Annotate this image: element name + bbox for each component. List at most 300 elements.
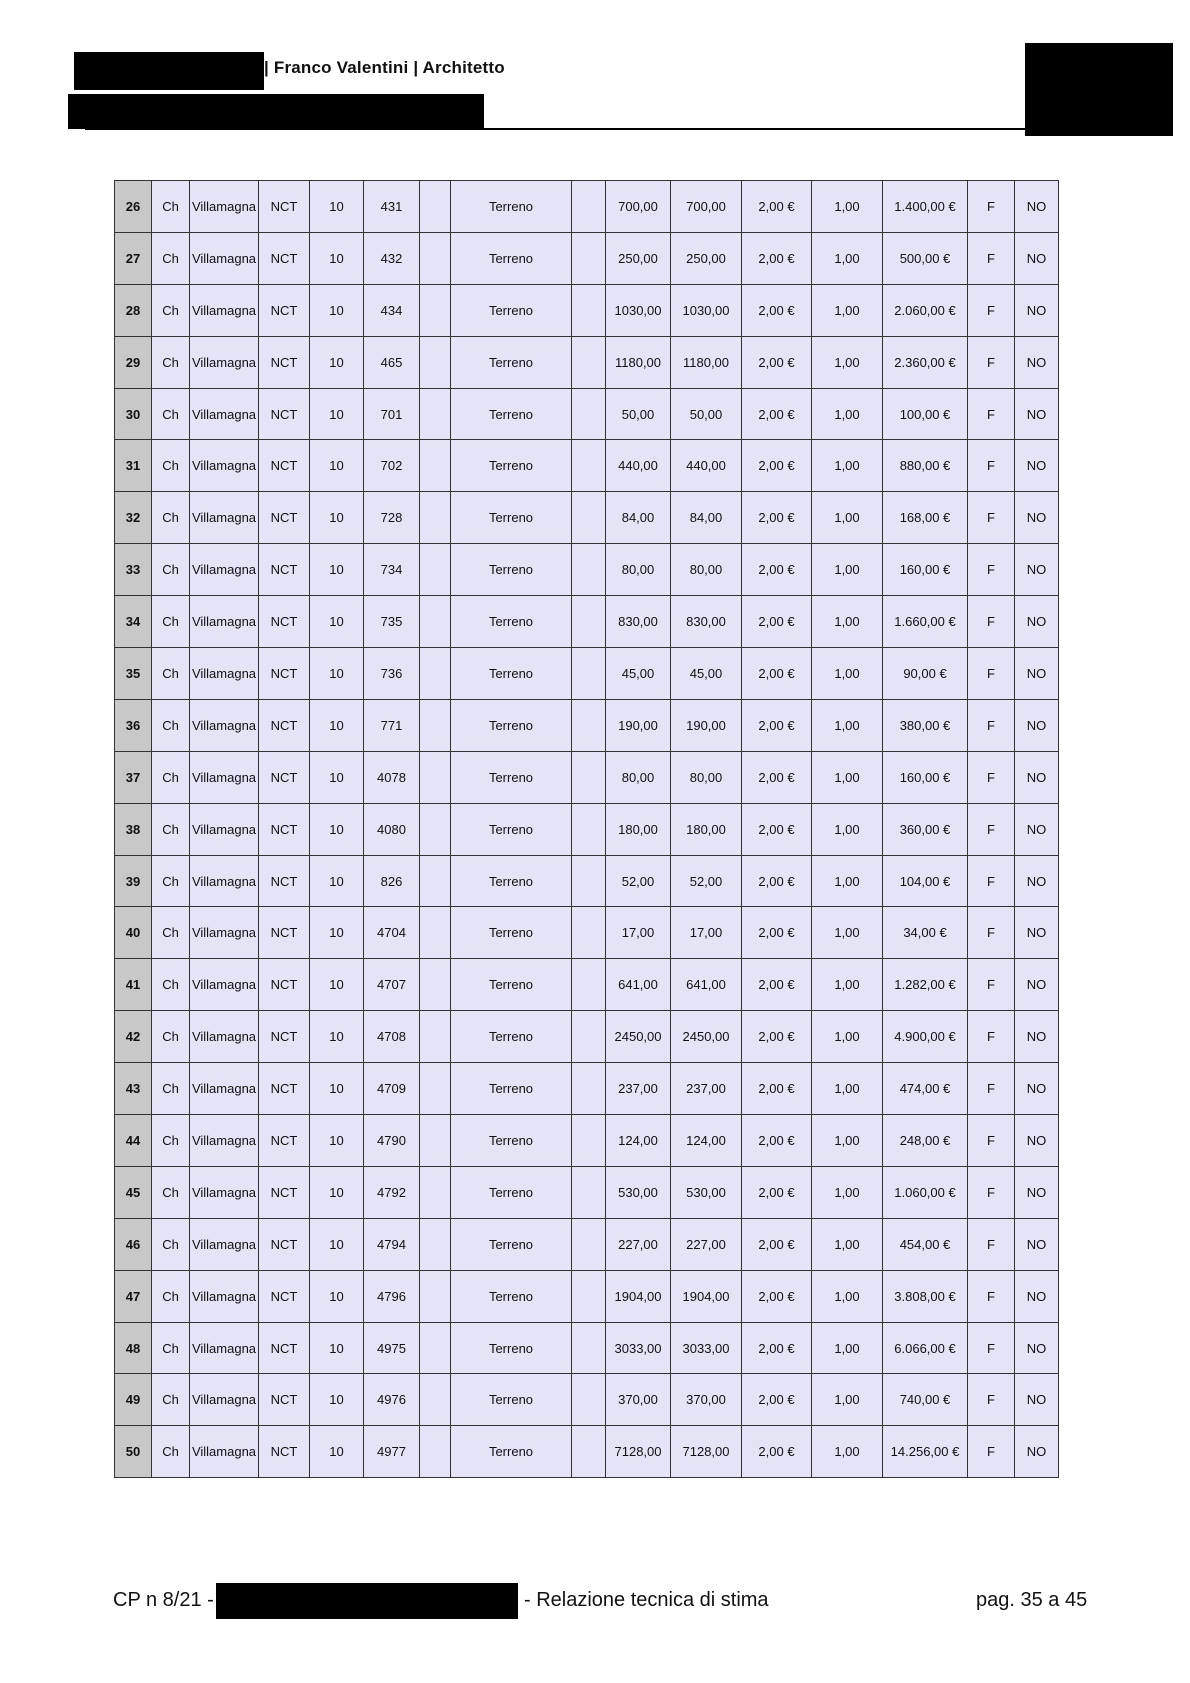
cell-ownership: F xyxy=(968,1063,1015,1115)
cell-ownership: F xyxy=(968,1270,1015,1322)
cell-category: Terreno xyxy=(451,232,572,284)
cell-category: Terreno xyxy=(451,1426,572,1478)
cell-sheet: 10 xyxy=(310,699,364,751)
cell-municipality: Villamagna xyxy=(190,1115,259,1167)
cell-ownership: F xyxy=(968,181,1015,233)
cell-coefficient: 1,00 xyxy=(812,803,883,855)
cell-value: 740,00 € xyxy=(883,1374,968,1426)
cell-sheet: 10 xyxy=(310,544,364,596)
cell-row-index: 29 xyxy=(115,336,152,388)
table-row xyxy=(115,855,1059,907)
cell-province: Ch xyxy=(152,1115,190,1167)
cell-surface-commercial: 190,00 xyxy=(671,699,742,751)
cell-coefficient: 1,00 xyxy=(812,1218,883,1270)
cell-row-index: 43 xyxy=(115,1063,152,1115)
table-row xyxy=(115,699,1059,751)
cell-register: NCT xyxy=(259,803,310,855)
cell-register: NCT xyxy=(259,544,310,596)
cell-surface: 641,00 xyxy=(606,959,671,1011)
cell-surface-commercial: 250,00 xyxy=(671,232,742,284)
cell-municipality: Villamagna xyxy=(190,1218,259,1270)
cell-parcel: 4796 xyxy=(364,1270,420,1322)
cell-value: 474,00 € xyxy=(883,1063,968,1115)
cell-sheet: 10 xyxy=(310,1374,364,1426)
cell-unit-price: 2,00 € xyxy=(742,1011,812,1063)
footer-document-title: - Relazione tecnica di stima xyxy=(524,1589,769,1611)
cell-unit-price: 2,00 € xyxy=(742,1426,812,1478)
cell-municipality: Villamagna xyxy=(190,1270,259,1322)
cell-row-index: 46 xyxy=(115,1218,152,1270)
cell-coefficient: 1,00 xyxy=(812,648,883,700)
cell-register: NCT xyxy=(259,232,310,284)
cell-register: NCT xyxy=(259,1270,310,1322)
cell-value: 100,00 € xyxy=(883,388,968,440)
cell-ownership: F xyxy=(968,1218,1015,1270)
cell-ownership: F xyxy=(968,803,1015,855)
cell-value: 1.660,00 € xyxy=(883,596,968,648)
cell-ownership: F xyxy=(968,284,1015,336)
cell-sub xyxy=(420,1270,451,1322)
cell-province: Ch xyxy=(152,855,190,907)
cell-surface: 45,00 xyxy=(606,648,671,700)
cell-register: NCT xyxy=(259,492,310,544)
cell-surface-commercial: 1180,00 xyxy=(671,336,742,388)
cell-parcel: 735 xyxy=(364,596,420,648)
table-row xyxy=(115,803,1059,855)
cell-row-index: 47 xyxy=(115,1270,152,1322)
cell-surface: 124,00 xyxy=(606,1115,671,1167)
cell-sub xyxy=(420,544,451,596)
cell-sub xyxy=(420,1115,451,1167)
cell-category: Terreno xyxy=(451,544,572,596)
cell-parcel: 432 xyxy=(364,232,420,284)
cell-municipality: Villamagna xyxy=(190,440,259,492)
cell-category: Terreno xyxy=(451,1270,572,1322)
cell-province: Ch xyxy=(152,648,190,700)
cell-parcel: 4975 xyxy=(364,1322,420,1374)
cell-class xyxy=(572,803,606,855)
cell-sub xyxy=(420,803,451,855)
cell-category: Terreno xyxy=(451,181,572,233)
table-row xyxy=(115,648,1059,700)
cell-sub xyxy=(420,648,451,700)
cell-province: Ch xyxy=(152,232,190,284)
cell-coefficient: 1,00 xyxy=(812,855,883,907)
cell-sheet: 10 xyxy=(310,1218,364,1270)
cell-municipality: Villamagna xyxy=(190,751,259,803)
cell-register: NCT xyxy=(259,181,310,233)
cell-register: NCT xyxy=(259,855,310,907)
cell-sheet: 10 xyxy=(310,284,364,336)
cell-parcel: 4977 xyxy=(364,1426,420,1478)
cell-ownership: F xyxy=(968,1322,1015,1374)
cell-sheet: 10 xyxy=(310,232,364,284)
cell-parcel: 434 xyxy=(364,284,420,336)
cell-flag: NO xyxy=(1015,1270,1059,1322)
cell-class xyxy=(572,1063,606,1115)
header-author: | Franco Valentini | Architetto xyxy=(264,58,505,77)
cell-class xyxy=(572,284,606,336)
cell-coefficient: 1,00 xyxy=(812,388,883,440)
cell-sub xyxy=(420,492,451,544)
cell-ownership: F xyxy=(968,544,1015,596)
cell-unit-price: 2,00 € xyxy=(742,959,812,1011)
cell-sheet: 10 xyxy=(310,907,364,959)
cell-value: 168,00 € xyxy=(883,492,968,544)
cell-sheet: 10 xyxy=(310,1063,364,1115)
redaction-block xyxy=(68,94,484,129)
cell-unit-price: 2,00 € xyxy=(742,1322,812,1374)
cell-parcel: 4704 xyxy=(364,907,420,959)
cell-sub xyxy=(420,1322,451,1374)
cell-ownership: F xyxy=(968,648,1015,700)
cell-sub xyxy=(420,232,451,284)
cell-row-index: 48 xyxy=(115,1322,152,1374)
cell-category: Terreno xyxy=(451,1218,572,1270)
cell-coefficient: 1,00 xyxy=(812,699,883,751)
cell-surface: 237,00 xyxy=(606,1063,671,1115)
cell-province: Ch xyxy=(152,284,190,336)
cell-value: 1.060,00 € xyxy=(883,1166,968,1218)
cell-surface: 52,00 xyxy=(606,855,671,907)
cell-coefficient: 1,00 xyxy=(812,1374,883,1426)
cell-ownership: F xyxy=(968,959,1015,1011)
cell-province: Ch xyxy=(152,1322,190,1374)
table-row xyxy=(115,544,1059,596)
cell-row-index: 50 xyxy=(115,1426,152,1478)
cell-surface-commercial: 641,00 xyxy=(671,959,742,1011)
cell-municipality: Villamagna xyxy=(190,232,259,284)
cell-surface: 830,00 xyxy=(606,596,671,648)
cell-ownership: F xyxy=(968,388,1015,440)
cell-row-index: 44 xyxy=(115,1115,152,1167)
cell-row-index: 26 xyxy=(115,181,152,233)
cell-ownership: F xyxy=(968,907,1015,959)
cell-surface-commercial: 530,00 xyxy=(671,1166,742,1218)
table-row xyxy=(115,181,1059,233)
cell-register: NCT xyxy=(259,959,310,1011)
cell-parcel: 702 xyxy=(364,440,420,492)
cell-surface: 250,00 xyxy=(606,232,671,284)
cell-register: NCT xyxy=(259,1218,310,1270)
cell-value: 454,00 € xyxy=(883,1218,968,1270)
cell-surface-commercial: 3033,00 xyxy=(671,1322,742,1374)
cell-surface-commercial: 1030,00 xyxy=(671,284,742,336)
cell-class xyxy=(572,855,606,907)
cell-sheet: 10 xyxy=(310,388,364,440)
cell-surface-commercial: 700,00 xyxy=(671,181,742,233)
cell-sheet: 10 xyxy=(310,855,364,907)
cell-flag: NO xyxy=(1015,648,1059,700)
cell-register: NCT xyxy=(259,1374,310,1426)
cell-municipality: Villamagna xyxy=(190,1166,259,1218)
cell-surface: 440,00 xyxy=(606,440,671,492)
cell-municipality: Villamagna xyxy=(190,1011,259,1063)
cell-parcel: 4080 xyxy=(364,803,420,855)
cell-ownership: F xyxy=(968,699,1015,751)
table-row xyxy=(115,1166,1059,1218)
cell-register: NCT xyxy=(259,1426,310,1478)
table-row xyxy=(115,492,1059,544)
cell-value: 4.900,00 € xyxy=(883,1011,968,1063)
cell-surface-commercial: 124,00 xyxy=(671,1115,742,1167)
cell-province: Ch xyxy=(152,1063,190,1115)
cell-sub xyxy=(420,699,451,751)
cell-row-index: 38 xyxy=(115,803,152,855)
cell-row-index: 32 xyxy=(115,492,152,544)
cell-value: 1.400,00 € xyxy=(883,181,968,233)
cell-row-index: 45 xyxy=(115,1166,152,1218)
cell-province: Ch xyxy=(152,1374,190,1426)
cell-municipality: Villamagna xyxy=(190,284,259,336)
cell-unit-price: 2,00 € xyxy=(742,803,812,855)
cell-unit-price: 2,00 € xyxy=(742,596,812,648)
cell-parcel: 826 xyxy=(364,855,420,907)
table-row xyxy=(115,1063,1059,1115)
cell-category: Terreno xyxy=(451,699,572,751)
cell-category: Terreno xyxy=(451,1374,572,1426)
cell-register: NCT xyxy=(259,1063,310,1115)
cell-municipality: Villamagna xyxy=(190,959,259,1011)
cell-municipality: Villamagna xyxy=(190,492,259,544)
cell-province: Ch xyxy=(152,544,190,596)
cell-category: Terreno xyxy=(451,388,572,440)
cell-sub xyxy=(420,1218,451,1270)
cell-flag: NO xyxy=(1015,907,1059,959)
table-row xyxy=(115,959,1059,1011)
cell-coefficient: 1,00 xyxy=(812,440,883,492)
cell-parcel: 4707 xyxy=(364,959,420,1011)
table-row xyxy=(115,1218,1059,1270)
cell-sheet: 10 xyxy=(310,336,364,388)
cell-surface: 17,00 xyxy=(606,907,671,959)
cell-flag: NO xyxy=(1015,751,1059,803)
cell-province: Ch xyxy=(152,1011,190,1063)
cell-surface: 84,00 xyxy=(606,492,671,544)
cell-row-index: 35 xyxy=(115,648,152,700)
cell-flag: NO xyxy=(1015,1063,1059,1115)
cell-row-index: 28 xyxy=(115,284,152,336)
cell-coefficient: 1,00 xyxy=(812,1166,883,1218)
cell-surface-commercial: 45,00 xyxy=(671,648,742,700)
cell-coefficient: 1,00 xyxy=(812,959,883,1011)
cell-surface: 50,00 xyxy=(606,388,671,440)
cell-sheet: 10 xyxy=(310,648,364,700)
cell-category: Terreno xyxy=(451,648,572,700)
cell-surface: 7128,00 xyxy=(606,1426,671,1478)
cell-ownership: F xyxy=(968,440,1015,492)
cell-flag: NO xyxy=(1015,596,1059,648)
cell-province: Ch xyxy=(152,492,190,544)
cell-unit-price: 2,00 € xyxy=(742,181,812,233)
cell-sub xyxy=(420,1011,451,1063)
cell-sheet: 10 xyxy=(310,751,364,803)
cell-flag: NO xyxy=(1015,803,1059,855)
cell-flag: NO xyxy=(1015,544,1059,596)
cell-municipality: Villamagna xyxy=(190,803,259,855)
cell-sub xyxy=(420,284,451,336)
cell-province: Ch xyxy=(152,699,190,751)
header-logo-redaction xyxy=(1025,43,1173,136)
cell-register: NCT xyxy=(259,596,310,648)
cell-province: Ch xyxy=(152,959,190,1011)
cell-province: Ch xyxy=(152,181,190,233)
cell-province: Ch xyxy=(152,907,190,959)
cell-unit-price: 2,00 € xyxy=(742,699,812,751)
cell-surface: 227,00 xyxy=(606,1218,671,1270)
cell-surface-commercial: 52,00 xyxy=(671,855,742,907)
cell-sub xyxy=(420,336,451,388)
cadastral-table xyxy=(114,180,1058,1478)
cell-province: Ch xyxy=(152,596,190,648)
cell-flag: NO xyxy=(1015,388,1059,440)
cell-municipality: Villamagna xyxy=(190,336,259,388)
cell-unit-price: 2,00 € xyxy=(742,1218,812,1270)
cell-sheet: 10 xyxy=(310,440,364,492)
footer-page-number: pag. 35 a 45 xyxy=(976,1589,1088,1611)
table-row xyxy=(115,1322,1059,1374)
cell-municipality: Villamagna xyxy=(190,648,259,700)
cell-class xyxy=(572,1115,606,1167)
cell-row-index: 39 xyxy=(115,855,152,907)
table-row xyxy=(115,1011,1059,1063)
cell-surface-commercial: 440,00 xyxy=(671,440,742,492)
cell-register: NCT xyxy=(259,284,310,336)
cell-value: 3.808,00 € xyxy=(883,1270,968,1322)
cell-municipality: Villamagna xyxy=(190,1063,259,1115)
cell-surface: 180,00 xyxy=(606,803,671,855)
cell-flag: NO xyxy=(1015,492,1059,544)
cell-municipality: Villamagna xyxy=(190,596,259,648)
cell-row-index: 41 xyxy=(115,959,152,1011)
cell-category: Terreno xyxy=(451,492,572,544)
cell-surface: 530,00 xyxy=(606,1166,671,1218)
cell-province: Ch xyxy=(152,803,190,855)
cell-ownership: F xyxy=(968,232,1015,284)
cell-flag: NO xyxy=(1015,1115,1059,1167)
cell-category: Terreno xyxy=(451,1063,572,1115)
cell-surface: 3033,00 xyxy=(606,1322,671,1374)
cell-flag: NO xyxy=(1015,440,1059,492)
cell-surface: 80,00 xyxy=(606,751,671,803)
cell-surface-commercial: 237,00 xyxy=(671,1063,742,1115)
cell-municipality: Villamagna xyxy=(190,181,259,233)
cell-coefficient: 1,00 xyxy=(812,1270,883,1322)
cell-ownership: F xyxy=(968,1115,1015,1167)
cell-ownership: F xyxy=(968,336,1015,388)
cell-sheet: 10 xyxy=(310,1426,364,1478)
cell-parcel: 431 xyxy=(364,181,420,233)
cell-parcel: 4976 xyxy=(364,1374,420,1426)
cell-surface: 1030,00 xyxy=(606,284,671,336)
cell-class xyxy=(572,1218,606,1270)
cell-class xyxy=(572,1426,606,1478)
cell-register: NCT xyxy=(259,388,310,440)
cell-class xyxy=(572,959,606,1011)
cell-unit-price: 2,00 € xyxy=(742,751,812,803)
cell-unit-price: 2,00 € xyxy=(742,232,812,284)
cell-unit-price: 2,00 € xyxy=(742,492,812,544)
cell-value: 160,00 € xyxy=(883,544,968,596)
cell-municipality: Villamagna xyxy=(190,1426,259,1478)
redaction-block xyxy=(216,1583,518,1619)
cell-sheet: 10 xyxy=(310,492,364,544)
cell-surface: 700,00 xyxy=(606,181,671,233)
cell-sub xyxy=(420,1166,451,1218)
cell-class xyxy=(572,1166,606,1218)
cell-category: Terreno xyxy=(451,284,572,336)
cell-value: 380,00 € xyxy=(883,699,968,751)
cell-class xyxy=(572,648,606,700)
cell-province: Ch xyxy=(152,751,190,803)
cell-parcel: 771 xyxy=(364,699,420,751)
cell-class xyxy=(572,232,606,284)
cell-class xyxy=(572,492,606,544)
table-row xyxy=(115,1115,1059,1167)
cell-value: 2.360,00 € xyxy=(883,336,968,388)
cell-register: NCT xyxy=(259,1322,310,1374)
table-row xyxy=(115,284,1059,336)
cell-ownership: F xyxy=(968,855,1015,907)
cell-surface-commercial: 80,00 xyxy=(671,751,742,803)
cell-flag: NO xyxy=(1015,181,1059,233)
cell-parcel: 465 xyxy=(364,336,420,388)
cell-category: Terreno xyxy=(451,336,572,388)
cell-parcel: 4790 xyxy=(364,1115,420,1167)
cell-sheet: 10 xyxy=(310,959,364,1011)
cell-register: NCT xyxy=(259,336,310,388)
cell-value: 248,00 € xyxy=(883,1115,968,1167)
cell-municipality: Villamagna xyxy=(190,855,259,907)
cell-class xyxy=(572,907,606,959)
cell-province: Ch xyxy=(152,1270,190,1322)
cell-flag: NO xyxy=(1015,1426,1059,1478)
cell-class xyxy=(572,388,606,440)
cell-sub xyxy=(420,959,451,1011)
cell-value: 160,00 € xyxy=(883,751,968,803)
cell-flag: NO xyxy=(1015,1011,1059,1063)
cell-coefficient: 1,00 xyxy=(812,336,883,388)
cell-register: NCT xyxy=(259,1011,310,1063)
cell-parcel: 4794 xyxy=(364,1218,420,1270)
cell-surface-commercial: 1904,00 xyxy=(671,1270,742,1322)
cell-row-index: 49 xyxy=(115,1374,152,1426)
cell-surface-commercial: 370,00 xyxy=(671,1374,742,1426)
cell-ownership: F xyxy=(968,1166,1015,1218)
cell-coefficient: 1,00 xyxy=(812,1115,883,1167)
cell-sub xyxy=(420,1374,451,1426)
table-row xyxy=(115,596,1059,648)
cell-sheet: 10 xyxy=(310,181,364,233)
cell-parcel: 701 xyxy=(364,388,420,440)
cell-municipality: Villamagna xyxy=(190,699,259,751)
cell-register: NCT xyxy=(259,907,310,959)
cell-row-index: 40 xyxy=(115,907,152,959)
cell-surface-commercial: 180,00 xyxy=(671,803,742,855)
cell-unit-price: 2,00 € xyxy=(742,1115,812,1167)
cell-category: Terreno xyxy=(451,855,572,907)
cell-sub xyxy=(420,751,451,803)
cell-unit-price: 2,00 € xyxy=(742,1063,812,1115)
cell-sub xyxy=(420,181,451,233)
cell-ownership: F xyxy=(968,596,1015,648)
cell-flag: NO xyxy=(1015,284,1059,336)
cell-surface-commercial: 50,00 xyxy=(671,388,742,440)
cell-coefficient: 1,00 xyxy=(812,1063,883,1115)
cell-flag: NO xyxy=(1015,232,1059,284)
cell-sub xyxy=(420,907,451,959)
cell-sheet: 10 xyxy=(310,803,364,855)
